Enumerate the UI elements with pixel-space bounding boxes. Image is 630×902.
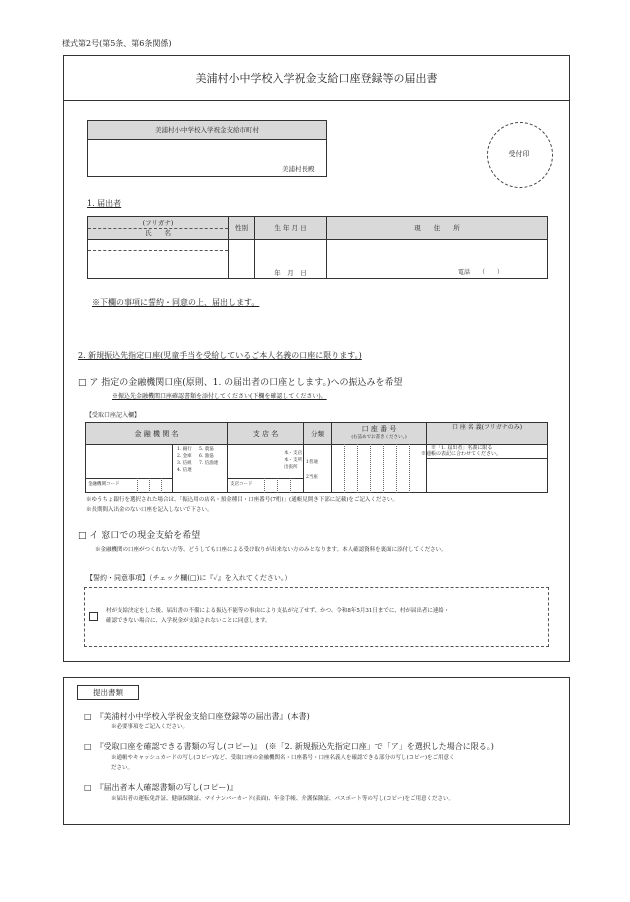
birthdate-label: 生 年 月 日 — [274, 224, 307, 232]
bank-code-sep — [172, 444, 173, 493]
doc-item-1: □ 『美浦村小中学校入学祝金支給口座登録等の届出書』(本書) — [84, 712, 310, 721]
branch-name-header: 支 店 名 — [252, 430, 279, 438]
branch-kind-1: 本・支店 — [284, 451, 302, 456]
account-number-subheader: (右詰めでお書きください。) — [351, 435, 407, 440]
account-digit-1 — [344, 444, 345, 493]
branch-code-label: 支店コード — [230, 482, 253, 487]
option-a-checkbox[interactable]: □ ア 指定の金融機関口座(原則、1. の届出者の口座とします。)への振込みを希望 — [78, 378, 403, 388]
address-label: 現 住 所 — [414, 224, 460, 232]
doc-item-3-note: ※届出者の運転免許証、健康保険証、マイナンバーカード(表面)、年金手帳、介護保険証、パスポート等の写し(コピー)をご用意ください。 — [111, 796, 454, 802]
bank-kind-4: 4. 信連 — [177, 468, 192, 473]
bank-kind-7: 7. 信漁連 — [199, 461, 219, 466]
doc-item-1-label: 『美浦村小中学校入学祝金支給口座登録等の届出書』(本書) — [99, 712, 310, 721]
option-b-checkbox[interactable]: □ イ 窓口での現金支給を希望 — [78, 531, 201, 541]
doc-item-3-label: 『届出者本人確認書類の写し(コピー)』 — [99, 783, 238, 792]
name-label: 氏 名 — [145, 229, 171, 237]
bank-code-digit-1 — [137, 478, 138, 493]
bank-code-digit-2 — [149, 478, 150, 493]
doc-item-3: □ 『届出者本人確認書類の写し(コピー)』 — [84, 783, 238, 792]
account-digit-6 — [409, 444, 410, 493]
doc-item-2: □ 『受取口座を確認できる書類の写し(コピー)』 (※「2. 新規振込先指定口座」で「ア」を選択した場合に限る。) — [84, 742, 494, 751]
account-holder-header: 口 座 名 義(フリガナのみ) — [451, 424, 523, 431]
branch-code-digit-1 — [264, 478, 265, 493]
consent-line-2: 確認できない場合に、入学祝金が支給されないことに同意します。 — [106, 618, 271, 624]
title-divider — [63, 100, 570, 101]
branch-code-line — [227, 478, 303, 479]
bank-name-header: 金 融 機 関 名 — [134, 430, 179, 438]
account-digit-2 — [357, 444, 358, 493]
branch-kind-2: 本・支所 — [284, 458, 302, 463]
bank-kind-3: 3. 信組 — [177, 461, 192, 466]
option-b-note: ※金融機関の口座がつくれない方等、どうしても口座による受け取りが出来ない方のみとなります。本人確認資料を裏面に添付してください。 — [95, 547, 447, 553]
consent-title: 【誓約・同意事項】（チェック欄(□)に『✓』を入れてください。） — [86, 574, 292, 582]
bank-code-digit-3 — [161, 478, 162, 493]
documents-title: 提出書類 — [93, 688, 123, 697]
account-digit-5 — [396, 444, 397, 493]
account-digit-4 — [383, 444, 384, 493]
reception-stamp-label: 受付印 — [508, 150, 530, 158]
consent-instruction: ※下欄の事項に誓約・同意の上、届出します。 — [92, 298, 260, 307]
holder-note-1: ※「1. 届出者」名義に限る — [431, 445, 493, 451]
holder-note-2: ※通帳の表記に合わせてください。 — [421, 451, 502, 457]
consent-checkbox[interactable] — [89, 612, 98, 621]
birthdate-format: 年 月 日 — [274, 269, 307, 277]
consent-box — [84, 587, 549, 647]
account-type-header: 分類 — [311, 430, 324, 438]
bank-code-line — [86, 478, 172, 479]
doc-item-1-note: ※必要事項をご記入ください。 — [111, 724, 189, 730]
gender-label: 性別 — [235, 224, 248, 232]
branch-code-digit-3 — [290, 478, 291, 493]
form-number: 様式第2号(第5条、第6条関係) — [62, 39, 172, 48]
branch-code-digit-2 — [277, 478, 278, 493]
account-note-2: ※長期間入出金のない口座を記入しないで下さい。 — [86, 507, 213, 513]
bank-code-label: 金融機関コード — [88, 482, 120, 487]
doc-item-2-note-cont: ださい。 — [111, 765, 134, 771]
acct-type-2: 2当座 — [306, 475, 318, 480]
furigana-label: (フリガナ) — [142, 219, 174, 227]
section1-title: 1. 届出者 — [87, 199, 122, 208]
acct-type-1: 1普通 — [306, 460, 318, 465]
option-a-note: ※振込先金融機関口座確認書類を添付してください(下欄を確認してください)。 — [112, 393, 327, 400]
furigana-row-divider — [88, 250, 228, 251]
form-title: 美浦村小中学校入学祝金支給口座登録等の届出書 — [195, 72, 438, 85]
section2-title: 2. 新規振込先指定口座(児童手当を受給しているご本人名義の口座に限ります。) — [78, 351, 362, 360]
branch-kind-3: 出張所 — [284, 465, 298, 470]
addressee-footer: 美浦村長殿 — [282, 165, 315, 173]
account-table-label: 【受取口座記入欄】 — [86, 412, 141, 419]
holder-divider — [426, 458, 548, 459]
phone-label: 電話 （ ） — [458, 269, 504, 276]
account-number-header: 口 座 番 号 — [361, 425, 397, 433]
bank-kind-1: 1. 銀行 — [177, 447, 192, 452]
addressee-header: 美浦村小中学校入学祝金支給市町村 — [155, 126, 259, 134]
applicant-header-line — [87, 239, 548, 240]
bank-kind-5: 5. 農協 — [199, 447, 214, 452]
documents-frame — [63, 677, 570, 825]
bank-kind-6: 6. 漁協 — [199, 454, 214, 459]
bank-kind-2: 2. 金庫 — [177, 454, 192, 459]
account-note-1: ※ゆうちょ銀行を選択された場合は、「振込用の店名・預金種目・口座番号(7桁)」(通帳見開き下部に記載)をご記入ください。 — [86, 497, 398, 503]
doc-item-2-note: ※通帳やキャッシュカードの写し(コピー)など、受取口座の金融機関名・口座番号・口座名義人を確認できる部分の写し(コピー)をご用意く — [111, 755, 455, 761]
consent-line-1: 村が支給決定をした後、届出書の不備による振込不能等の事由により支払が完了せず、かつ、令和8年5月31日までに、村が届出者に連絡・ — [106, 608, 450, 614]
account-digit-3 — [370, 444, 371, 493]
doc-item-2-label: 『受取口座を確認できる書類の写し(コピー)』 (※「2. 新規振込先指定口座」で「ア」を選択した場合に限る。) — [99, 742, 494, 751]
